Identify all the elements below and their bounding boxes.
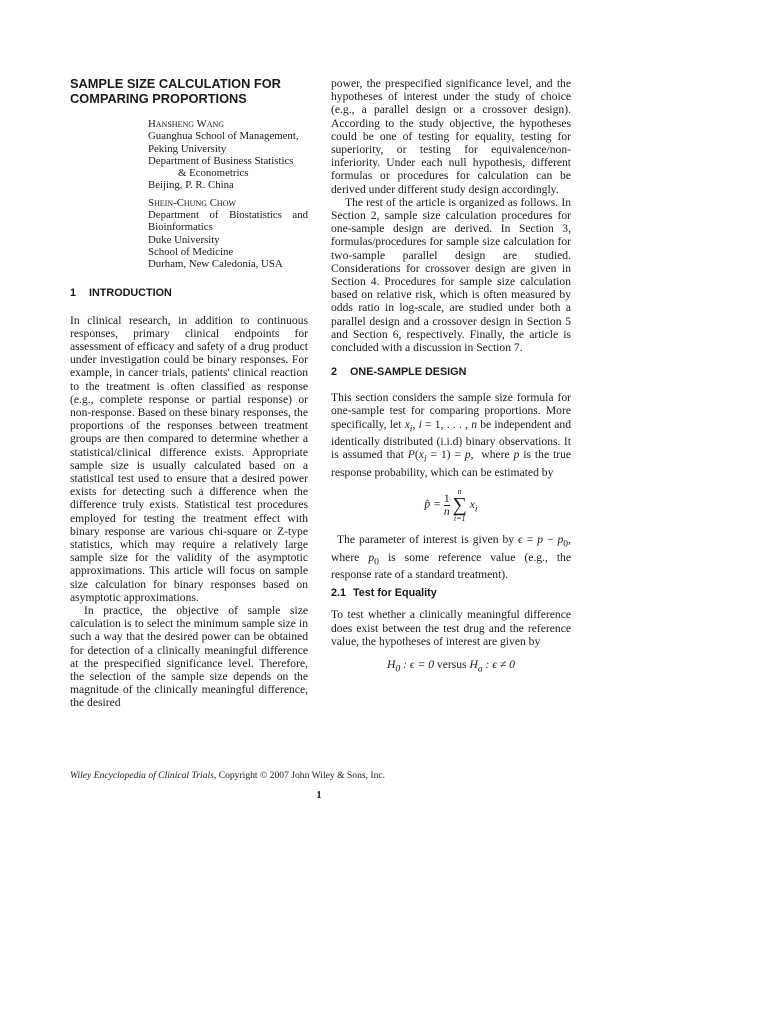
affiliation-line: & Econometrics [178,167,249,180]
left-column [70,77,308,710]
affiliation-line: Guanghua School of Management, [148,130,299,143]
versus-word: versus [436,657,467,671]
author-block [148,118,308,271]
intro-paragraph: In clinical research, in addition to continuous responses, primary clinical endpoints for assessment of efficacy and safety of a drug product under investigation could be binary responses. For example, in cancer trials, patients' clinical reaction to the treatment is often classified as response (e.g., complete response or partial response) or non-response. Based on these binary responses, the proportions of the responses between treatment groups are then compared to determine whether a statistical/clinical difference exists. Appropriate sample size is usually calculated based on a statistical test used to ensure that a desired power exists for detecting such a difference when the difference truly exists. Statistical test procedures employed for testing the treatment effect with binary response are various chi-square or Z-type statistics, which may require a relatively large sample size for the validity of the asymptotic approximations. This article will focus on sample size calculation for binary responses based on asymptotic approximations. [70,313,308,604]
text-run: where [481,448,510,462]
author-name: Hansheng Wang [148,118,225,130]
section-title: INTRODUCTION [89,286,172,299]
estimator-equation: p̂ = $\frac{1}{n}$ n ∑ i=1 $x_i$ [424,487,478,524]
text-run: This section considers the sample size formula for one-sample test for comparing proportions. More specifically, let [331,391,571,431]
hypothesis-equation: $H_0$ : ϵ = 0 versus $H_a$ : ϵ ≠ 0 [387,657,515,675]
summation: n ∑ i=1 [452,487,467,524]
section-number: 1 [70,286,77,299]
text-run: where [331,550,360,564]
page-number: 1 [316,790,322,801]
right-column [331,77,571,675]
affiliation-line: Durham, New Caledonia, USA [148,258,283,271]
text-run: be independent and identically distributed (i.i.d) binary observations. It is assumed that [331,417,572,462]
article-title: SAMPLE SIZE CALCULATION FOR COMPARING PROPORTIONS [70,76,281,106]
subsection-heading-equality [331,587,571,600]
affiliation-line: Department of Business Statistics [148,154,294,167]
affiliation-line: School of Medicine [148,245,234,258]
affiliation-line: Department of Biostatistics and Bioinformatics [148,209,308,234]
continuation-paragraph: power, the prespecified significance level, and the hypotheses of interest under the study of choice (e.g., a parallel design or a crossover design). According to the study objective, the hypotheses could be one of testing for equality, testing for superiority, or testing for equivalence/non-inferiority. Under each null hypothesis, different formulas or procedures for calculation can be derived under different study design accordingly. [331,77,571,196]
copyright-text: , Copyright © 2007 John Wiley & Sons, Inc. [213,770,386,781]
affiliation-line: Peking University [148,142,227,155]
intro-paragraph: In practice, the objective of sample size calculation is to select the minimum sample size in such a way that the desired power can be obtained for detection of a clinically meaningful difference at the prespecified significance level. Therefore, the selection of the sample size depends on the magnitude of the clinically meaningful difference, the desired [70,604,308,710]
parameter-paragraph: The parameter of interest is given by $\epsilon = p - p_0$, where $p_0$ is some reference value (e.g., the response rate of a standard treatment). [331,533,572,582]
section-title: ONE-SAMPLE DESIGN [350,366,467,379]
author-name: Shein-Chung Chow [148,196,237,209]
equality-paragraph: To test whether a clinically meaningful difference does exist between the test drug and the reference value, the hypotheses of interest are given by [331,608,571,648]
affiliation-line: Duke University [148,233,220,246]
page-footer [70,770,590,781]
subsection-number: 2.1 [331,587,347,600]
text-run: is the true response probability, which can be estimated by [331,448,572,479]
affiliation-line: Beijing, P. R. China [148,179,234,192]
journal-name: Wiley Encyclopedia of Clinical Trials [70,770,214,781]
section-heading-one-sample [331,366,571,379]
section2-intro: This section considers the sample size formula for one-sample test for comparing proportions. More specifically, let $x_i$, i = 1, . . . , n be independent and identically distributed (i.i.d) binary observations. It is assumed that $P(x_i = 1) = p$, where p is the true response probability, which can be estimated by [331,391,572,479]
organization-paragraph: The rest of the article is organized as follows. In Section 2, sample size calculation procedures for one-sample design are derived. In Section 3, formulas/procedures for sample size calculation for two-sample parallel design are studied. Considerations for crossover design are given in Section 4. Procedures for sample size calculation based on relative risk, which is often measured by odds ratio in log-scale, are studied under both a parallel design and a crossover design in Section 5 and Section 6, respectively. Finally, the article is concluded with a discussion in Section 7. [331,195,571,355]
text-run: The parameter of interest is given by [337,533,515,547]
subsection-title: Test for Equality [353,587,437,600]
section-number: 2 [331,366,338,379]
fraction: $\frac{1}{n}$ [443,491,450,518]
section-heading-introduction [70,287,308,300]
text-run: is some reference value (e.g., the response rate of a standard treatment). [331,550,571,582]
